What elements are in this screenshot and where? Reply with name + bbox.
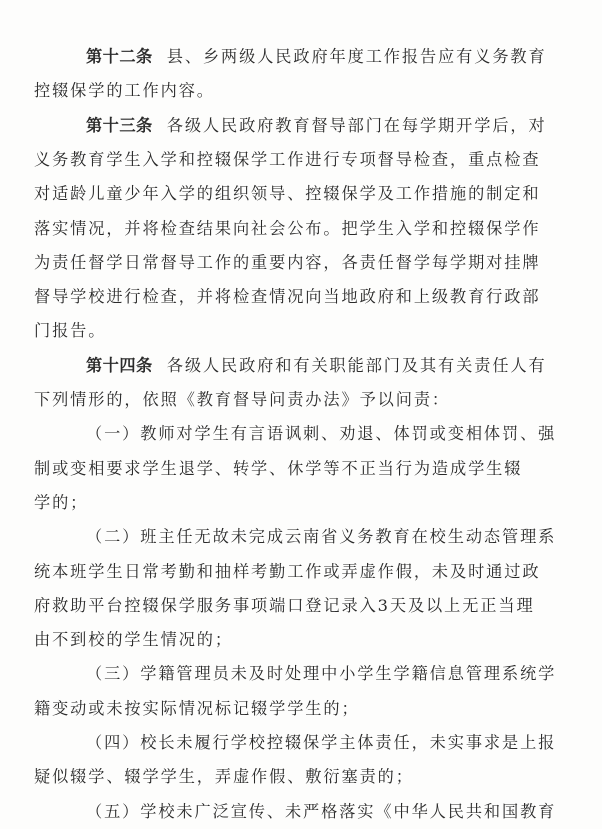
- article-13-line-4: 落实情况，并将检查结果向社会公布。把学生入学和控辍保学作: [34, 219, 541, 238]
- item-2-line-2: 统本班学生日常考勤和抽样考勤工作或弄虚作假，未及时通过政: [34, 562, 541, 581]
- article-13-text-1: 各级人民政府教育督导部门在每学期开学后，对: [166, 116, 547, 135]
- article-13-heading: 第十三条: [86, 116, 153, 135]
- item-2-line-4: 由不到校的学生情况的；: [34, 630, 233, 649]
- article-13-line-3: 对适龄儿童少年入学的组织领导、控辍保学及工作措施的制定和: [34, 184, 541, 203]
- item-1-line-2: 制或变相要求学生退学、转学、休学等不正当行为造成学生辍: [34, 459, 523, 478]
- item-2-line-1: （二）班主任无故未完成云南省义务教育在校生动态管理系: [86, 527, 557, 546]
- article-13-line-7: 门报告。: [34, 321, 107, 340]
- article-12-text-1: 县、乡两级人民政府年度工作报告应有义务教育: [166, 47, 547, 66]
- article-12-heading: 第十二条: [86, 47, 153, 66]
- item-1-line-1: （一）教师对学生有言语讽刺、劝退、体罚或变相体罚、强: [86, 424, 557, 443]
- article-12-line-2: 控辍保学的工作内容。: [34, 81, 215, 100]
- item-5-line-1: （五）学校未广泛宣传、未严格落实《中华人民共和国教育: [86, 802, 557, 821]
- article-13-line-5: 为责任督学日常督导工作的重要内容，各责任督学每学期对挂牌: [34, 253, 541, 272]
- article-13-line-2: 义务教育学生入学和控辍保学工作进行专项督导检查，重点检查: [34, 150, 541, 169]
- article-14-line-1: [86, 356, 574, 376]
- article-13-line-1: [86, 116, 574, 136]
- article-13-line-6: 督导学校进行检查，并将检查情况向当地政府和上级教育行政部: [34, 287, 541, 306]
- article-14-line-2: 下列情形的，依照《教育督导问责办法》予以问责：: [34, 390, 451, 409]
- item-2-line-3: 府救助平台控辍保学服务事项端口登记录入3天及以上无正当理: [34, 596, 535, 615]
- item-3-line-2: 籍变动或未按实际情况标记辍学学生的；: [34, 699, 360, 718]
- item-1-line-3: 学的；: [34, 493, 89, 512]
- article-14-heading: 第十四条: [86, 356, 153, 375]
- item-3-line-1: （三）学籍管理员未及时处理中小学生学籍信息管理系统学: [86, 664, 557, 683]
- item-4-line-2: 疑似辍学、辍学学生，弄虚作假、敷衍塞责的；: [34, 767, 414, 786]
- article-14-text-1: 各级人民政府和有关职能部门及其有关责任人有: [166, 356, 547, 375]
- article-12-line-1: [86, 47, 574, 67]
- item-4-line-1: （四）校长未履行学校控辍保学主体责任，未实事求是上报: [86, 733, 557, 752]
